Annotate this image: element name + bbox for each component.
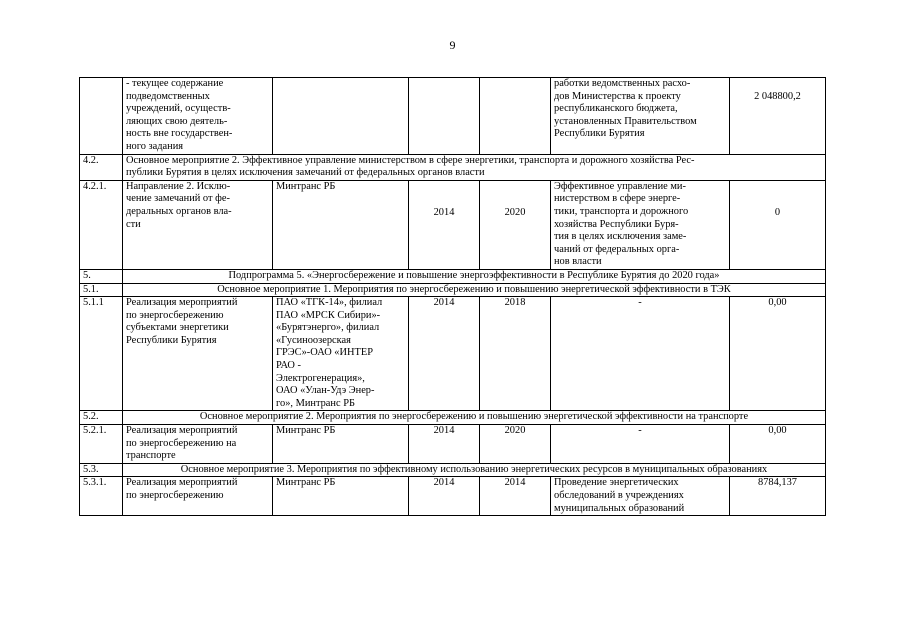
cell-indicator: Проведение энергетических обследований в учреждениях муниципальных образований bbox=[551, 477, 730, 516]
cell-end: 2020 bbox=[480, 180, 551, 269]
page-number: 9 bbox=[449, 38, 456, 52]
cell-num: 5.1. bbox=[80, 283, 123, 297]
cell-section-title: Основное мероприятие 3. Мероприятия по эффективному использованию энергетических ресурсов в муниципальных образованиях bbox=[123, 463, 826, 477]
cell-section-title: Основное мероприятие 2. Эффективное управление министерством в сфере энергетики, транспорта и дорожного хозяйства Рес- публики Бурятия в целях исключения замечаний от федеральных органов власти bbox=[123, 154, 826, 180]
cell-section-title: Подпрограмма 5. «Энергосбережение и повышение энергоэффективности в Республике Бурятия до 2020 года» bbox=[123, 269, 826, 283]
cell-indicator: Эффективное управление ми- нистерством в сфере энерге- тики, транспорта и дорожного хозяйства Республики Буря- тия в целях исключения заме- чаний от федеральных орга- нов власти bbox=[551, 180, 730, 269]
cell-start bbox=[409, 78, 480, 155]
table-row bbox=[80, 297, 826, 411]
cell-end bbox=[480, 78, 551, 155]
cell-indicator: работки ведомственных расхо- дов Министерства к проекту республиканского бюджета, установленных Правительством Республики Бурятия bbox=[551, 78, 730, 155]
table-row-section bbox=[80, 283, 826, 297]
cell-num: 5.2. bbox=[80, 411, 123, 425]
cell-end: 2020 bbox=[480, 425, 551, 464]
program-table bbox=[79, 77, 826, 516]
cell-executor: Минтранс РБ bbox=[273, 425, 409, 464]
table-row-section bbox=[80, 463, 826, 477]
cell-amount: 0 bbox=[730, 180, 826, 269]
cell-executor: Минтранс РБ bbox=[273, 477, 409, 516]
cell-num: 4.2. bbox=[80, 154, 123, 180]
cell-num bbox=[80, 78, 123, 155]
cell-executor: ПАО «ТГК-14», филиал ПАО «МРСК Сибири»- «Бурятэнерго», филиал «Гусиноозерская ГРЭС»-ОАО «ИНТЕР РАО - Электрогенерация», ОАО «Улан-Удэ Энер- го», Минтранс РБ bbox=[273, 297, 409, 411]
cell-num: 4.2.1. bbox=[80, 180, 123, 269]
table-row bbox=[80, 78, 826, 155]
cell-amount: 0,00 bbox=[730, 297, 826, 411]
cell-indicator: - bbox=[551, 425, 730, 464]
cell-num: 5.3. bbox=[80, 463, 123, 477]
cell-section-title: Основное мероприятие 2. Мероприятия по энергосбережению и повышению энергетической эффективности на транспорте bbox=[123, 411, 826, 425]
cell-num: 5.3.1. bbox=[80, 477, 123, 516]
table-row bbox=[80, 180, 826, 269]
cell-start: 2014 bbox=[409, 477, 480, 516]
cell-num: 5.1.1 bbox=[80, 297, 123, 411]
cell-executor bbox=[273, 78, 409, 155]
cell-start: 2014 bbox=[409, 425, 480, 464]
cell-name: Реализация мероприятий по энергосбережению bbox=[123, 477, 273, 516]
cell-name: Реализация мероприятий по энергосбережению на транспорте bbox=[123, 425, 273, 464]
cell-start: 2014 bbox=[409, 180, 480, 269]
cell-indicator: - bbox=[551, 297, 730, 411]
cell-executor: Минтранс РБ bbox=[273, 180, 409, 269]
cell-section-title: Основное мероприятие 1. Мероприятия по энергосбережению и повышению энергетической эффективности в ТЭК bbox=[123, 283, 826, 297]
cell-end: 2018 bbox=[480, 297, 551, 411]
cell-end: 2014 bbox=[480, 477, 551, 516]
cell-name: Направление 2. Исклю- чение замечаний от фе- деральных органов вла- сти bbox=[123, 180, 273, 269]
table-row bbox=[80, 425, 826, 464]
table-row-section bbox=[80, 411, 826, 425]
cell-amount: 2 048800,2 bbox=[730, 78, 826, 155]
table-row-section bbox=[80, 269, 826, 283]
cell-start: 2014 bbox=[409, 297, 480, 411]
cell-amount: 0,00 bbox=[730, 425, 826, 464]
cell-name: - текущее содержание подведомственных учреждений, осуществ- ляющих свою деятель- ность вне государствен- ного задания bbox=[123, 78, 273, 155]
cell-name: Реализация мероприятий по энергосбережению субъектами энергетики Республики Бурятия bbox=[123, 297, 273, 411]
cell-amount: 8784,137 bbox=[730, 477, 826, 516]
table-row-section bbox=[80, 154, 826, 180]
table-row bbox=[80, 477, 826, 516]
cell-num: 5.2.1. bbox=[80, 425, 123, 464]
cell-num: 5. bbox=[80, 269, 123, 283]
